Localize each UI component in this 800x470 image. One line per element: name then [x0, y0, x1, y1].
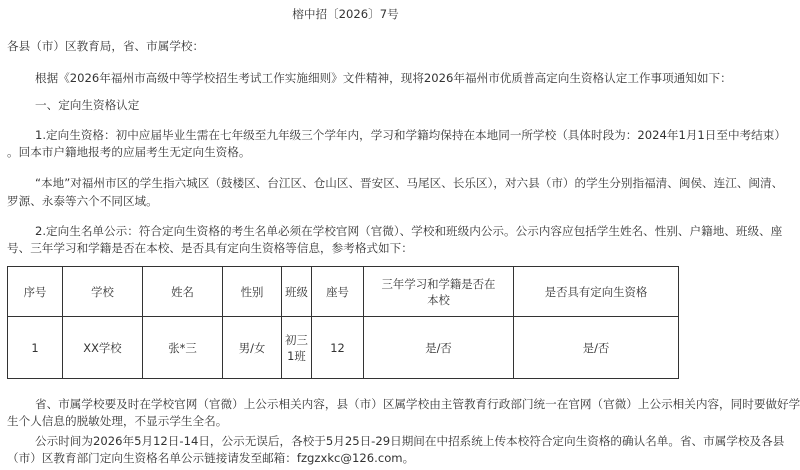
paragraph-school-duties-line1: 省、市属学校要及时在学校官网（官微）上公示相关内容，县（市）区属学校由主管教育行政部门统一在官网（官微）上公示相关内容，同时要做好学: [35, 397, 800, 411]
intro-paragraph: 根据《2026年福州市高级中等学校招生考试工作实施细则》文件精神，现将2026年福州市优质普高定向生资格认定工作事项通知如下：: [35, 71, 732, 85]
document-number: 榕中招〔2026〕7号: [292, 7, 399, 21]
table-cell: 男/女: [223, 317, 282, 379]
column-header: 性别: [223, 267, 282, 317]
table-cell: 初三1班: [282, 317, 312, 379]
table-cell: 12: [312, 317, 364, 379]
column-header: 三年学习和学籍是否在本校: [364, 267, 514, 317]
paragraph-local-definition-line1: “本地”对福州市区的学生指六城区（鼓楼区、台江区、仓山区、晋安区、马尾区、长乐区），对六县（市）的学生分别指福清、闽侯、连江、闽清、: [35, 176, 784, 190]
table-cell: 是/否: [514, 317, 679, 379]
paragraph-publicity-line1: 2.定向生名单公示：符合定向生资格的考生名单必须在学校官网（官微）、学校和班级内公示。公示内容应包括学生姓名、性别、户籍地、班级、座: [35, 224, 783, 238]
paragraph-local-definition-line2: 罗源、永泰等六个不同区域。: [7, 194, 158, 208]
email-link[interactable]: fzgzxkc@126.com: [296, 451, 403, 465]
paragraph-publicity-line2: 号、三年学习和学籍是否在本校、是否具有定向生资格等信息，参考格式如下：: [7, 241, 413, 255]
column-header: 是否具有定向生资格: [514, 267, 679, 317]
table-header-row: [8, 267, 679, 317]
column-header: 序号: [8, 267, 63, 317]
table-cell: XX学校: [63, 317, 143, 379]
paragraph-qualification-line2: 。回本市户籍地报考的应届考生无定向生资格。: [7, 145, 251, 159]
sample-format-table: [7, 266, 679, 379]
column-header: 班级: [282, 267, 312, 317]
schedule-line2-text: （市）区教育部门定向生资格名单公示链接请发至邮箱：: [7, 451, 297, 465]
salutation: 各县（市）区教育局，省、市属学校：: [7, 39, 205, 53]
table-cell: 1: [8, 317, 63, 379]
schedule-line2-end: 。: [402, 451, 415, 465]
paragraph-schedule-line2: [7, 451, 414, 466]
section-heading: 一、定向生资格认定: [35, 98, 140, 112]
table-cell: 是/否: [364, 317, 514, 379]
paragraph-schedule-line1: 公示时间为2026年5月12日-14日，公示无误后，各校于5月25日-29日期间在中招系统上传本校符合定向生资格的确认名单。省、市属学校及各县: [35, 434, 785, 448]
table-cell: 张*三: [143, 317, 223, 379]
paragraph-school-duties-line2: 生个人信息的脱敏处理，不显示学生全名。: [7, 414, 228, 428]
paragraph-qualification-line1: 1.定向生资格：初中应届毕业生需在七年级至九年级三个学年内，学习和学籍均保持在本地同一所学校（具体时段为：2024年1月1日至中考结束）: [35, 128, 786, 142]
column-header: 学校: [63, 267, 143, 317]
column-header: 姓名: [143, 267, 223, 317]
table-row: [8, 317, 679, 379]
column-header: 座号: [312, 267, 364, 317]
